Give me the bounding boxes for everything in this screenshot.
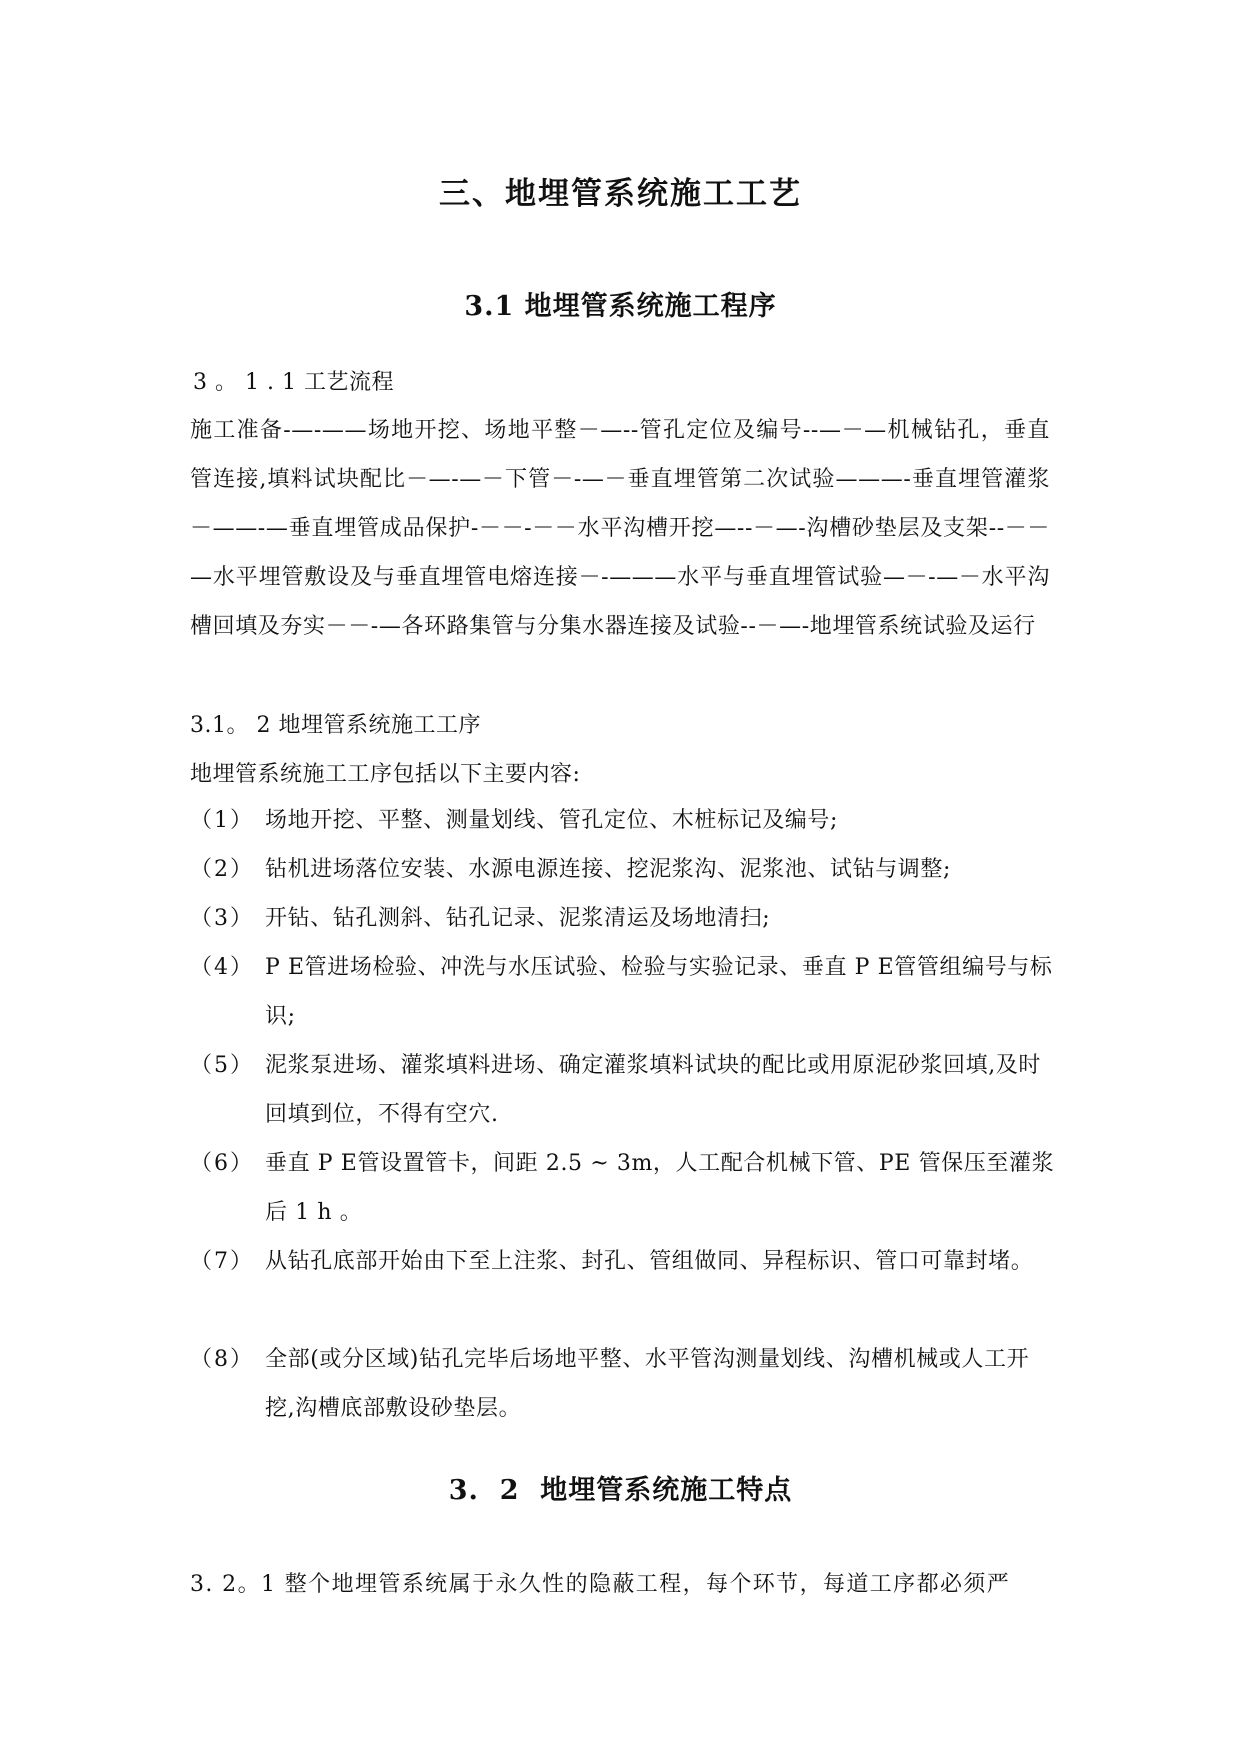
paragraph-3-2-1: 3. 2。1 整个地埋管系统属于永久性的隐蔽工程，每个环节，每道工序都必须严 — [190, 1572, 1011, 1597]
list-item-text: 垂直 P E管设置管卡，间距 2.5 ~ 3m，人工配合机械下管、PE 管保压至灌浆后 1 h 。 — [265, 1151, 1055, 1225]
procedures-intro: 地埋管系统施工工序包括以下主要内容: — [190, 762, 581, 787]
list-item-text: 开钻、钻孔测斜、钻孔记录、泥浆清运及场地清扫; — [265, 906, 771, 931]
list-item — [190, 1335, 1055, 1433]
subsection-heading-3-1-2: 3.1。 2 地埋管系统施工工序 — [190, 713, 481, 738]
list-item-number: （1） — [190, 808, 254, 833]
list-item — [190, 845, 1055, 894]
section-heading-3-2: 3. 2 地埋管系统施工特点 — [448, 1475, 793, 1506]
list-item-text: 钻机进场落位安装、水源电源连接、挖泥浆沟、泥浆池、试钻与调整; — [265, 857, 952, 882]
list-item-text: 全部(或分区域)钻孔完毕后场地平整、水平管沟测量划线、沟槽机械或人工开挖,沟槽底部敷设砂垫层。 — [265, 1347, 1030, 1421]
list-item — [190, 943, 1055, 1041]
list-item-number: （3） — [190, 906, 254, 931]
section-heading-3-1: 3.1 地埋管系统施工程序 — [464, 291, 777, 322]
page-title: 三、地埋管系统施工工艺 — [439, 176, 802, 212]
list-item — [190, 1237, 1055, 1286]
list-item-text: 场地开挖、平整、测量划线、管孔定位、木桩标记及编号; — [265, 808, 839, 833]
list-item-number: （6） — [190, 1151, 254, 1176]
list-item-text: P E管进场检验、冲洗与水压试验、检验与实验记录、垂直 P E管管组编号与标识; — [265, 955, 1053, 1029]
subsection-heading-3-1-1: 3 。 1 . 1 工艺流程 — [193, 370, 394, 395]
list-item-number: （7） — [190, 1249, 254, 1274]
list-item-number: （2） — [190, 857, 254, 882]
list-item — [190, 1041, 1055, 1139]
process-flow-paragraph: 施工准备-—-——场地开挖、场地平整－—--管孔定位及编号--—－—机械钻孔，垂直管连接,填料试块配比－—-—－下管－-—－垂直埋管第二次试验———-垂直埋管灌浆－——-—垂直埋管成品保护-－－-－－水平沟槽开挖—--－—-沟槽砂垫层及支架--－－—水平埋管敷设及与垂直埋管电熔连接－-———水平与垂直埋管试验—－-—－水平沟槽回填及夯实－－-—各环路集管与分集水器连接及试验--－—-地埋管系统试验及运行 — [190, 418, 1050, 639]
list-item-text: 泥浆泵进场、灌浆填料进场、确定灌浆填料试块的配比或用原泥砂浆回填,及时回填到位，不得有空穴. — [265, 1053, 1041, 1127]
list-item-text: 从钻孔底部开始由下至上注浆、封孔、管组做同、异程标识、管口可靠封堵。 — [265, 1249, 1034, 1274]
list-item — [190, 1139, 1055, 1237]
list-item-number: （4） — [190, 955, 254, 980]
list-item — [190, 796, 1055, 845]
list-item-number: （8） — [190, 1347, 254, 1372]
list-item — [190, 894, 1055, 943]
list-item-number: （5） — [190, 1053, 254, 1078]
